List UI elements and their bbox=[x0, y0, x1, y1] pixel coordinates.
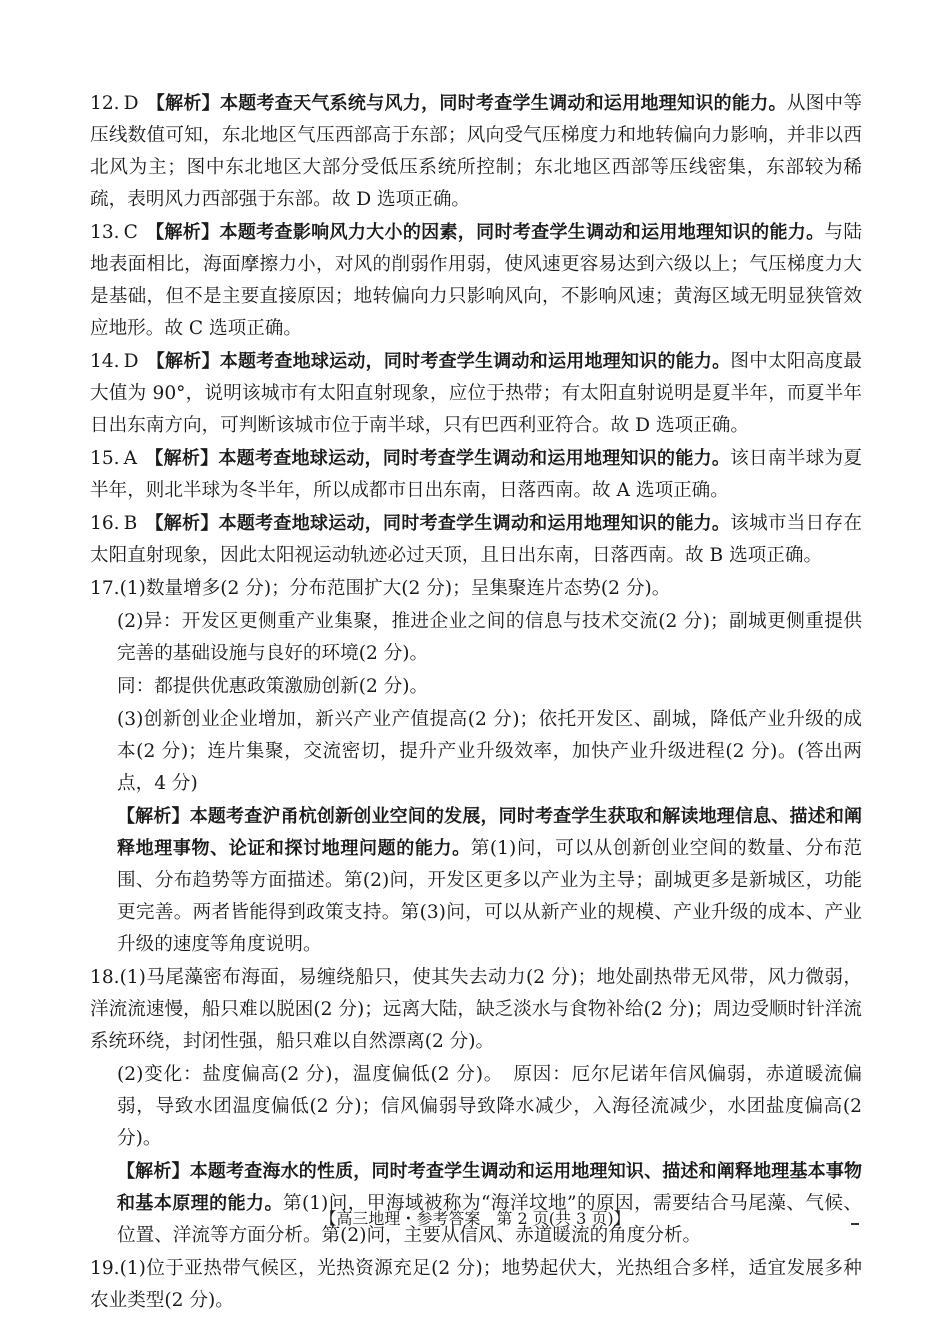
analysis-tag: 【解析】 bbox=[145, 222, 220, 243]
analysis-lead: 本题考查地球运动，同时考查学生调动和运用地理知识的能力。 bbox=[219, 351, 731, 372]
analysis-tag: 【解析】 bbox=[117, 1161, 190, 1182]
answer-part-1: (1)数量增多(2 分)；分布范围扩大(2 分)；呈集聚连片态势(2 分)。 bbox=[119, 578, 671, 599]
answer-item-14 bbox=[90, 346, 862, 442]
corner-mark bbox=[851, 1223, 859, 1225]
answer-item-17 bbox=[90, 573, 862, 605]
analysis-text: 图中太阳高度最大值为 90°，说明该城市有太阳直射现象，应位于热带；有太阳直射说明是夏半年，而夏半年日出东南方向，可判断该城市位于南半球，只有巴西利亚符合。故 D 选项正确。 bbox=[90, 351, 862, 436]
analysis-tag: 【解析】 bbox=[146, 351, 220, 372]
analysis-text: 第(1)问，可以从创新创业空间的数量、分布范围、分布趋势等方面描述。第(2)问，开发区更多以产业为主导；副城更多是新城区，功能更完善。两者皆能得到政策支持。第(3)问，可以从新产业的规模、产业升级的成本、产业升级的速度等角度说明。 bbox=[117, 838, 862, 955]
answer-item-19 bbox=[90, 1253, 862, 1317]
answer-choice: D bbox=[123, 351, 139, 372]
analysis-text: 与陆地表面相比，海面摩擦力小，对风的削弱作用弱，使风速更容易达到六级以上；气压梯度力大是基础，但不是主要直接原因；地转偏向力只影响风向，不影响风速；黄海区域无明显狭管效应地形。故 C 选项正确。 bbox=[90, 222, 862, 339]
analysis-block-17 bbox=[90, 801, 862, 961]
analysis-tag: 【解析】 bbox=[145, 513, 219, 534]
analysis-lead: 本题考查沪甬杭创新创业空间的发展，同时考查学生获取和解读地理信息、描述和阐释地理事物、论证和探讨地理问题的能力。 bbox=[117, 806, 862, 859]
question-number: 13. bbox=[90, 222, 120, 243]
page-footer: 【高三地理・参考答案 第 2 页(共 3 页)】 bbox=[320, 1209, 630, 1228]
analysis-text: 该日南半球为夏半年，则北半球为冬半年，所以成都市日出东南，日落西南。故 A 选项正确。 bbox=[90, 448, 862, 501]
question-number: 18. bbox=[90, 967, 120, 988]
analysis-lead: 本题考查地球运动，同时考查学生调动和运用地理知识的能力。 bbox=[218, 448, 731, 469]
answer-item-13 bbox=[90, 217, 862, 345]
analysis-tag: 【解析】 bbox=[117, 806, 190, 827]
analysis-block-18 bbox=[90, 1156, 862, 1252]
question-number: 19. bbox=[90, 1258, 120, 1279]
question-number: 12. bbox=[90, 93, 120, 114]
question-number: 16. bbox=[90, 513, 120, 534]
analysis-text: 该城市当日存在太阳直射现象，因此太阳视运动轨迹必过天顶，且日出东南，日落西南。故 B 选项正确。 bbox=[90, 513, 862, 566]
answer-content bbox=[90, 88, 862, 1318]
analysis-text: 从图中等压线数值可知，东北地区气压西部高于东部；风向受气压梯度力和地转偏向力影响，并非以西北风为主；图中东北地区大部分受低压系统所控制；东北地区西部等压线密集，东部较为稀疏，表明风力西部强于东部。故 D 选项正确。 bbox=[90, 93, 862, 210]
answer-part-1: (1)马尾藻密布海面，易缠绕船只，使其失去动力(2 分)；地处副热带无风带，风力微弱，洋流流速慢，船只难以脱困(2 分)；远离大陆，缺乏淡水与食物补给(2 分)；周边受顺时针洋流系统环绕，封闭性强，船只难以自然漂离(2 分)。 bbox=[90, 967, 862, 1052]
question-number: 17. bbox=[90, 578, 120, 599]
answer-item-12 bbox=[90, 88, 862, 216]
question-number: 15. bbox=[90, 448, 120, 469]
answer-part-3: (3)创新创业企业增加，新兴产业产值提高(2 分)；依托开发区、副城，降低产业升级的成本(2 分)；连片集聚，交流密切，提升产业升级效率，加快产业升级进程(2 分)。(答出两点，4 分) bbox=[117, 709, 862, 794]
answer-item-18 bbox=[90, 962, 862, 1058]
answer-choice: A bbox=[123, 448, 138, 469]
answer-choice: D bbox=[123, 93, 139, 114]
answer-choice: C bbox=[123, 222, 138, 243]
answer-part-2-same: 同：都提供优惠政策激励创新(2 分)。 bbox=[117, 676, 429, 697]
analysis-text: 第(1)问，甲海域被称为“海洋坟地”的原因，需要结合马尾藻、气候、位置、洋流等方面分析。第(2)问，主要从信风、赤道暖流的角度分析。 bbox=[117, 1193, 863, 1246]
question-number: 14. bbox=[90, 351, 120, 372]
analysis-tag: 【解析】 bbox=[146, 93, 220, 114]
analysis-lead: 本题考查天气系统与风力，同时考查学生调动和运用地理知识的能力。 bbox=[219, 93, 787, 114]
analysis-tag: 【解析】 bbox=[145, 448, 219, 469]
analysis-lead: 本题考查地球运动，同时考查学生调动和运用地理知识的能力。 bbox=[218, 513, 731, 534]
answer-item-15 bbox=[90, 443, 862, 507]
answer-part-2: (2)变化：盐度偏高(2 分)，温度偏低(2 分)。 原因：厄尔尼诺年信风偏弱，赤道暖流偏弱，导致水团温度偏低(2 分)；信风偏弱导致降水减少，入海径流减少，水团盐度偏高(2 分)。 bbox=[117, 1064, 862, 1149]
analysis-lead: 本题考查影响风力大小的因素，同时考查学生调动和运用地理知识的能力。 bbox=[219, 222, 825, 243]
answer-item-16 bbox=[90, 508, 862, 572]
answer-part-2: (2)异：开发区更侧重产业集聚，推进企业之间的信息与技术交流(2 分)；副城更侧重提供完善的基础设施与良好的环境(2 分)。 bbox=[117, 611, 862, 664]
answer-choice: B bbox=[123, 513, 138, 534]
answer-part-1: (1)位于亚热带气候区，光热资源充足(2 分)；地势起伏大，光热组合多样，适宜发展多种农业类型(2 分)。 bbox=[90, 1258, 862, 1311]
analysis-lead: 本题考查海水的性质，同时考查学生调动和运用地理知识、描述和阐释地理基本事物和基本原理的能力。 bbox=[117, 1161, 862, 1214]
